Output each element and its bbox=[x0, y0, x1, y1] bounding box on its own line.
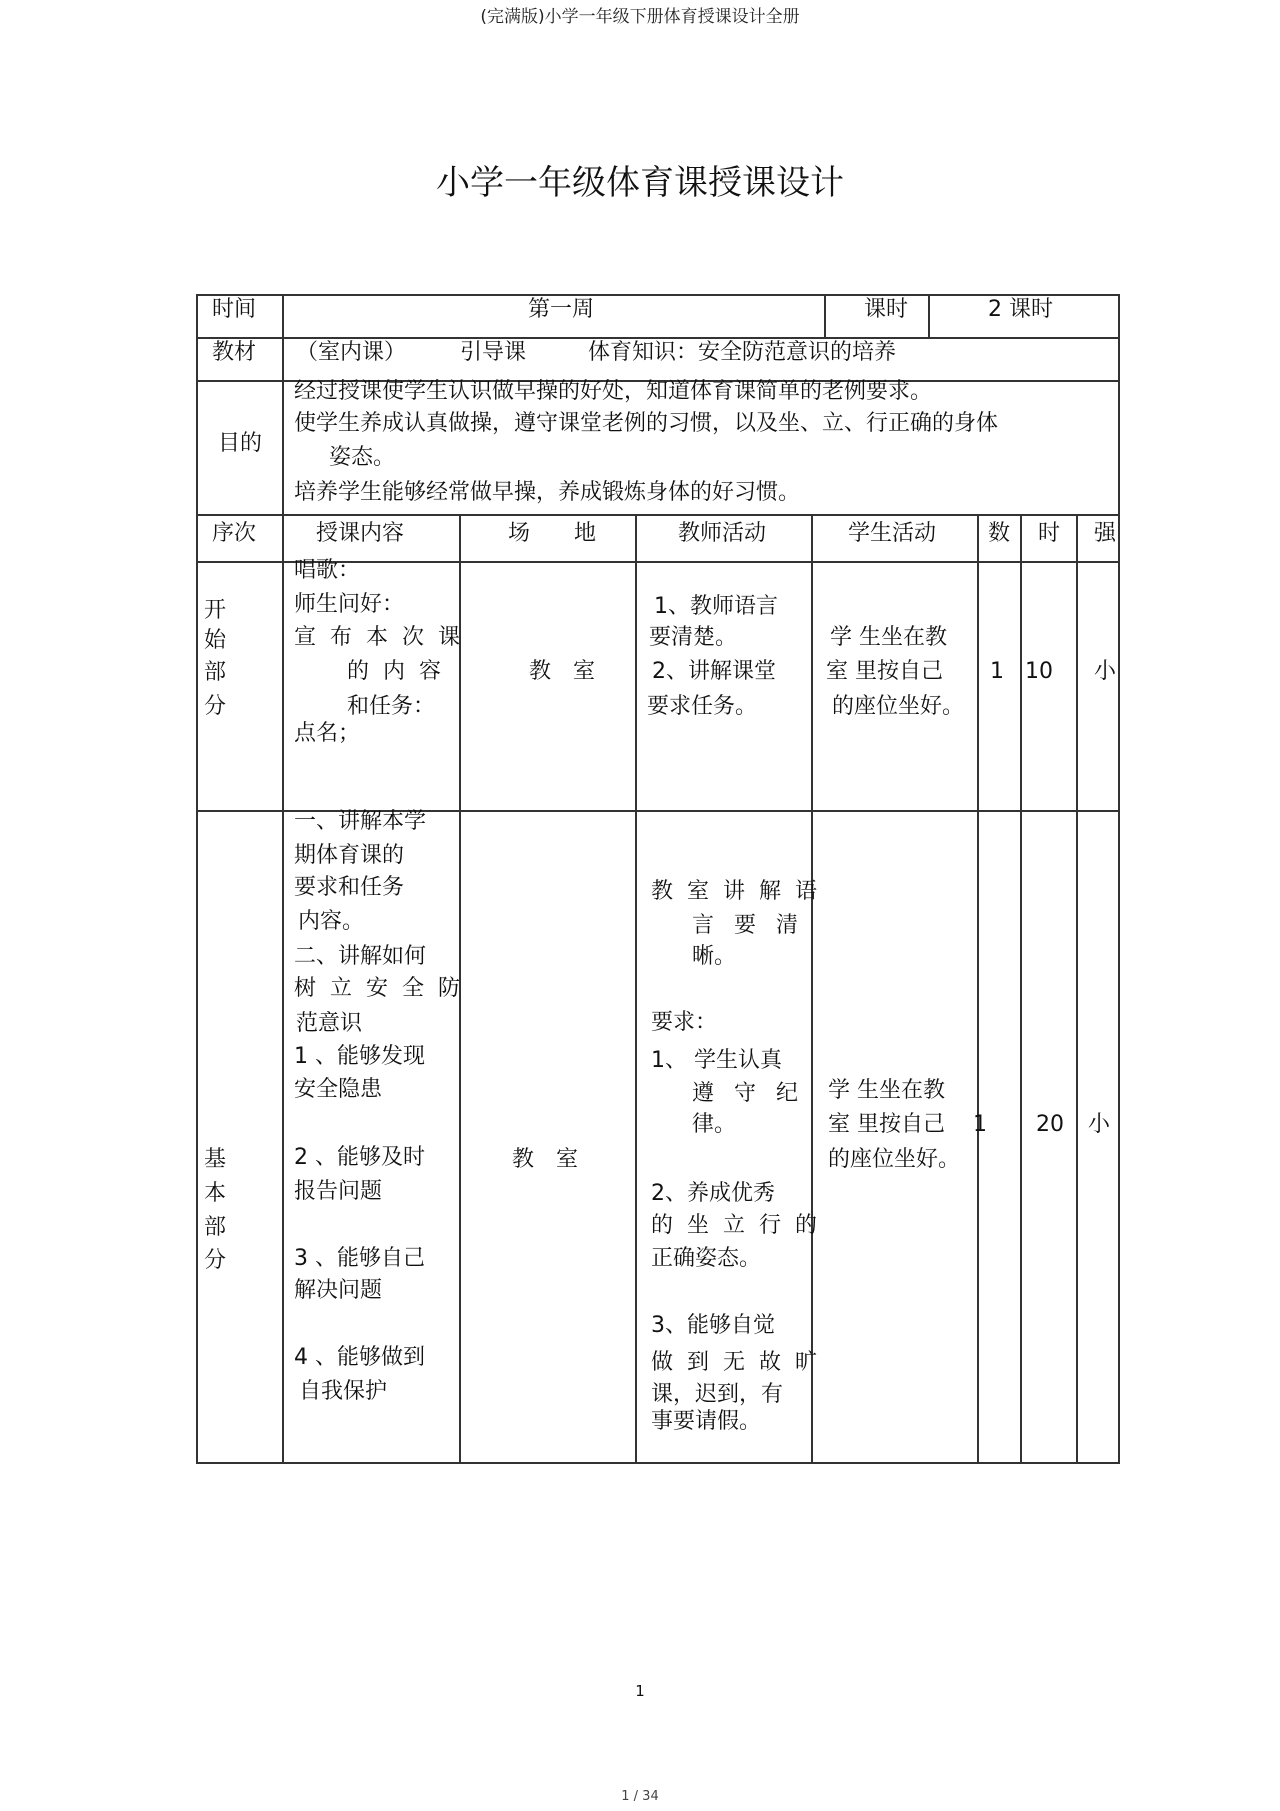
teacher-line: 2、养成优秀 bbox=[651, 1181, 775, 1206]
table-border bbox=[1020, 514, 1022, 1464]
table-border bbox=[282, 294, 284, 1464]
column-header-time: 时 bbox=[1038, 521, 1061, 546]
teacher-line: 遵守纪 bbox=[692, 1081, 819, 1106]
table-border bbox=[1118, 294, 1120, 1464]
content-line: 二、讲解如何 bbox=[294, 944, 427, 969]
content-line: 一、讲解本学 bbox=[294, 809, 427, 834]
table-border bbox=[1076, 514, 1078, 1464]
teacher-line: 课，迟到，有 bbox=[651, 1382, 784, 1407]
content-line: 的内容 bbox=[347, 659, 456, 684]
table-border bbox=[928, 294, 930, 338]
content-line: 报告问题 bbox=[294, 1179, 383, 1204]
hours-value: 2 课时 bbox=[988, 297, 1053, 322]
seq-char: 本 bbox=[204, 1181, 227, 1206]
content-line: 宣布本次课 bbox=[294, 625, 475, 650]
content-line: 安全隐患 bbox=[294, 1077, 383, 1102]
table-border bbox=[196, 514, 1120, 516]
content-line: 自我保护 bbox=[299, 1379, 388, 1404]
content-line: 内容。 bbox=[298, 909, 365, 934]
count-value: 1 bbox=[990, 659, 1004, 684]
content-line: 和任务： bbox=[347, 694, 436, 719]
column-header-teacher: 教师活动 bbox=[678, 521, 767, 546]
teacher-line: 要求任务。 bbox=[647, 694, 758, 719]
teacher-line: 要求： bbox=[651, 1010, 718, 1035]
column-header-seq: 序次 bbox=[212, 521, 257, 546]
seq-char: 开 bbox=[204, 598, 227, 623]
student-line: 室 里按自己 bbox=[828, 1112, 945, 1137]
content-line: 解决问题 bbox=[294, 1278, 383, 1303]
column-header-intensity: 强 bbox=[1094, 521, 1117, 546]
seq-char: 始 bbox=[204, 628, 227, 653]
material-label: 教材 bbox=[212, 340, 257, 365]
seq-char: 分 bbox=[204, 1248, 227, 1273]
time-value: 第一周 bbox=[528, 297, 595, 322]
document-header-title: (完满版)小学一年级下册体育授课设计全册 bbox=[480, 7, 800, 27]
seq-char: 部 bbox=[204, 660, 227, 685]
teacher-line: 3、能够自觉 bbox=[651, 1313, 775, 1338]
table-border bbox=[196, 1462, 1120, 1464]
hours-label: 课时 bbox=[864, 297, 909, 322]
purpose-label: 目的 bbox=[218, 431, 263, 456]
content-line: 4 、能够做到 bbox=[294, 1345, 425, 1370]
student-line: 学 生坐在教 bbox=[828, 1078, 945, 1103]
time-value: 20 bbox=[1036, 1112, 1064, 1137]
seq-char: 基 bbox=[204, 1147, 227, 1172]
material-topic: 体育知识：安全防范意识的培养 bbox=[588, 340, 897, 365]
content-line: 2 、能够及时 bbox=[294, 1145, 425, 1170]
column-header-count: 数 bbox=[988, 521, 1011, 546]
purpose-line: 经过授课使学生认识做早操的好处，知道体育课简单的老例要求。 bbox=[294, 379, 933, 404]
purpose-line: 姿态。 bbox=[329, 445, 396, 470]
teacher-line: 做到无故旷 bbox=[651, 1350, 832, 1375]
table-border bbox=[196, 294, 198, 1464]
content-line: 唱歌： bbox=[294, 558, 361, 583]
seq-char: 分 bbox=[204, 694, 227, 719]
column-header-student: 学生活动 bbox=[848, 521, 937, 546]
purpose-line: 培养学生能够经常做早操，养成锻炼身体的好习惯。 bbox=[294, 480, 801, 505]
table-border bbox=[196, 337, 1120, 339]
teacher-line: 1、 学生认真 bbox=[651, 1048, 782, 1073]
material-type: （室内课） bbox=[296, 340, 407, 365]
content-line: 1 、能够发现 bbox=[294, 1044, 425, 1069]
purpose-line: 使学生养成认真做操，遵守课堂老例的习惯，以及坐、立、行正确的身体 bbox=[294, 411, 999, 436]
time-label: 时间 bbox=[212, 297, 257, 322]
table-border bbox=[824, 294, 826, 338]
intensity-value: 小 bbox=[1088, 1112, 1111, 1137]
material-lesson: 引导课 bbox=[460, 340, 527, 365]
place: 教 室 bbox=[529, 659, 596, 684]
count-value: 1 bbox=[973, 1112, 987, 1137]
place: 教 室 bbox=[512, 1147, 579, 1172]
teacher-line: 要清楚。 bbox=[649, 625, 738, 650]
content-line: 范意识 bbox=[296, 1011, 363, 1036]
content-line: 师生问好： bbox=[294, 592, 405, 617]
content-line: 3 、能够自己 bbox=[294, 1246, 425, 1271]
column-header-content: 授课内容 bbox=[316, 521, 405, 546]
teacher-line: 正确姿态。 bbox=[651, 1246, 762, 1271]
content-line: 点名； bbox=[294, 721, 361, 746]
teacher-line: 晰。 bbox=[692, 944, 737, 969]
intensity-value: 小 bbox=[1094, 659, 1117, 684]
teacher-line: 事要请假。 bbox=[651, 1409, 762, 1434]
table-border bbox=[977, 514, 979, 1464]
content-line: 树立安全防 bbox=[294, 976, 475, 1001]
time-value: 10 bbox=[1025, 659, 1053, 684]
student-line: 室 里按自己 bbox=[826, 659, 943, 684]
column-header-place: 场 地 bbox=[508, 521, 597, 546]
table-border bbox=[811, 514, 813, 1464]
teacher-line: 言要清 bbox=[692, 913, 819, 938]
student-line: 的座位坐好。 bbox=[832, 694, 965, 719]
student-line: 的座位坐好。 bbox=[828, 1147, 961, 1172]
teacher-line: 2、讲解课堂 bbox=[652, 659, 776, 684]
page-title: 小学一年级体育课授课设计 bbox=[436, 163, 844, 203]
table-border bbox=[196, 294, 1120, 296]
student-line: 学 生坐在教 bbox=[830, 625, 947, 650]
page-counter: 1 / 34 bbox=[621, 1789, 659, 1804]
teacher-line: 律。 bbox=[692, 1112, 737, 1137]
content-line: 期体育课的 bbox=[294, 843, 405, 868]
teacher-line: 1、教师语言 bbox=[654, 594, 778, 619]
content-line: 要求和任务 bbox=[294, 875, 405, 900]
teacher-line: 教室讲解语 bbox=[651, 879, 832, 904]
table-border bbox=[635, 514, 637, 1464]
teacher-line: 的坐立行的 bbox=[651, 1213, 832, 1238]
seq-char: 部 bbox=[204, 1215, 227, 1240]
page-number: 1 bbox=[635, 1682, 645, 1700]
